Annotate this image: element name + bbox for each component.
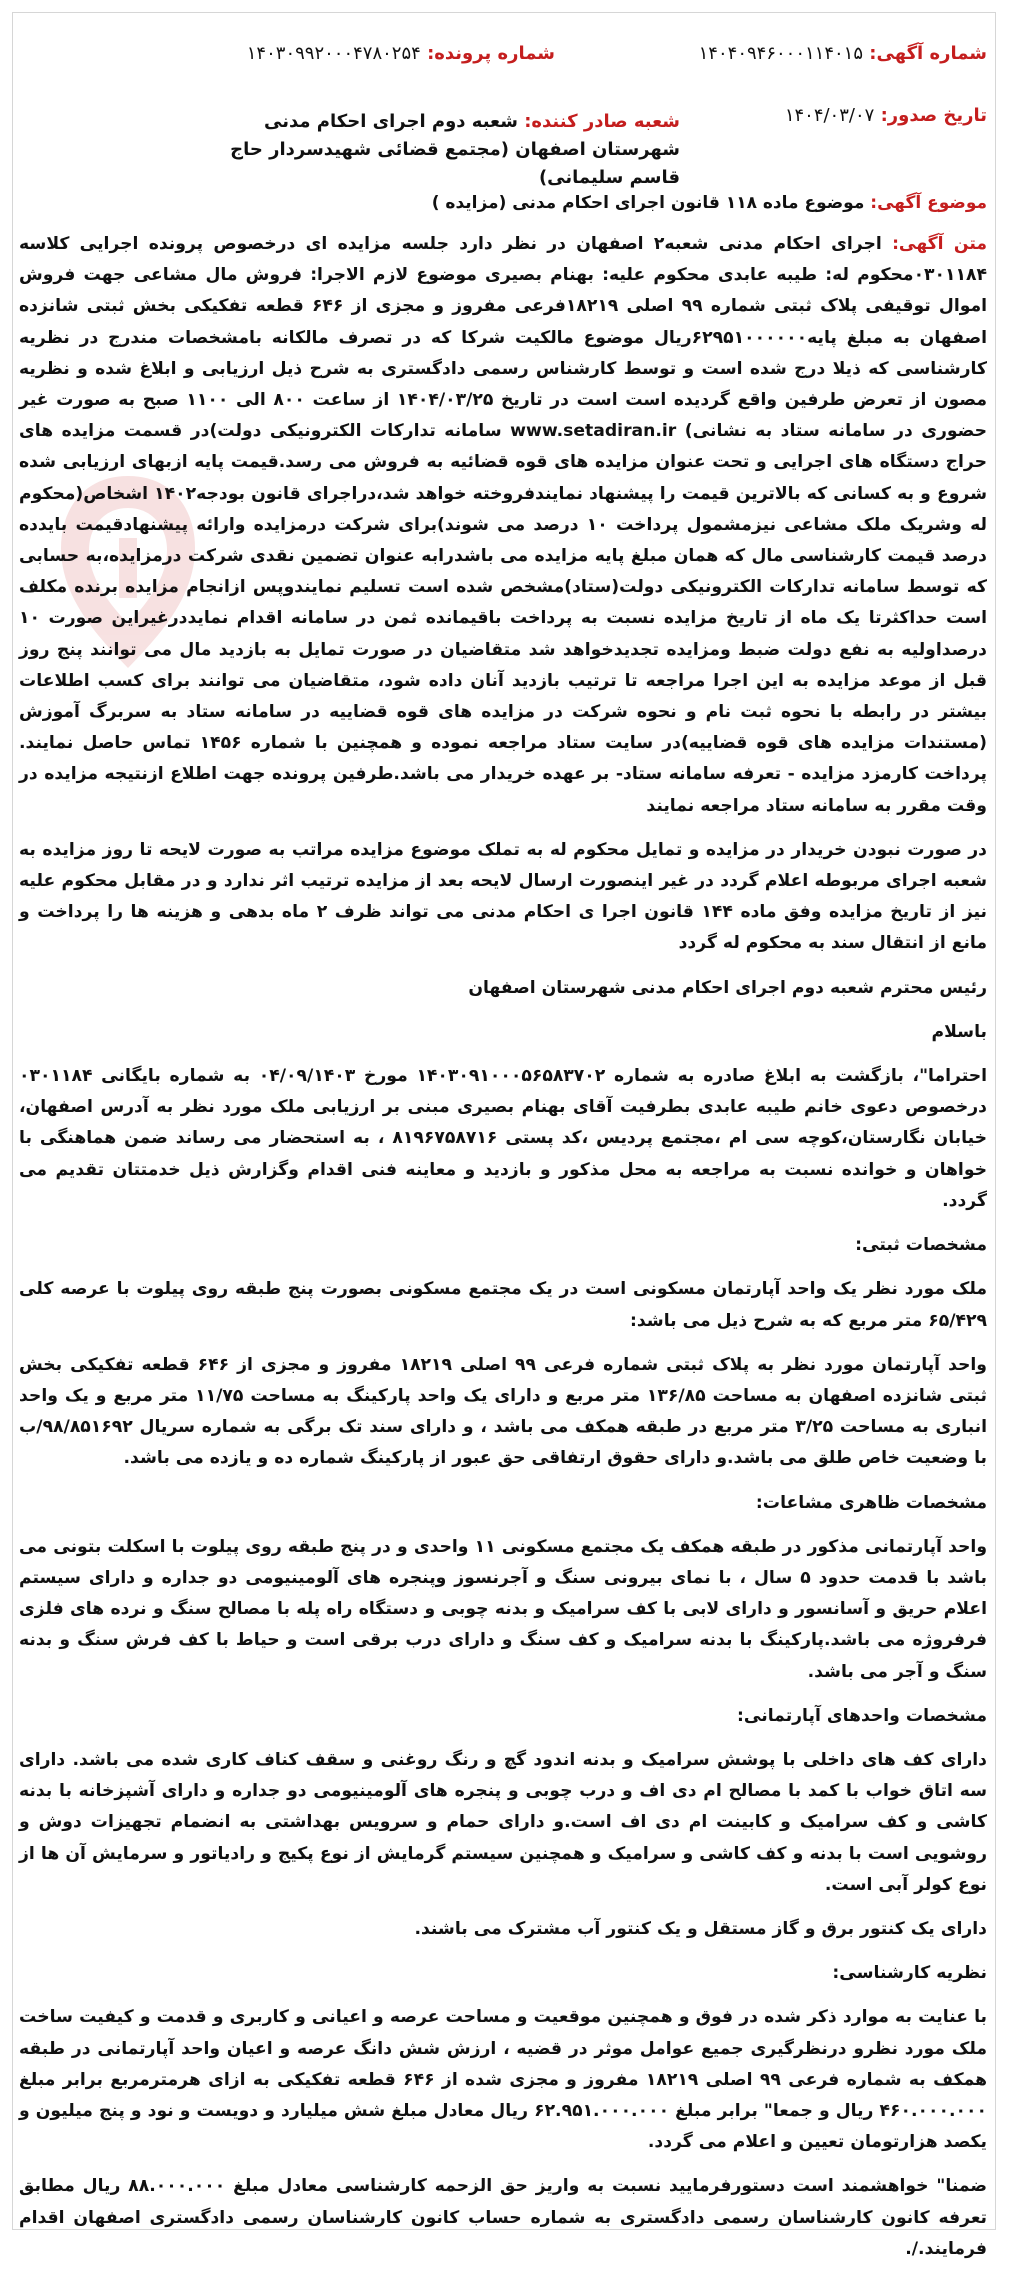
subject-text: موضوع ماده ۱۱۸ قانون اجرای احکام مدنی (مزایده ) bbox=[431, 193, 865, 213]
body-paragraph-no-buyer: در صورت نبودن خریدار در مزایده و تمایل محکوم له به تملک موضوع مزایده مراتب به صورت لایحه تا روز مزایده به شعبه اجرای مربوطه اعلام گردد در غیر اینصورت ارسال لایحه بعد از مزایده ترتیب اثر ندارد و در مقابل محکوم علیه نیز از تاریخ مزایده وفق ماده ۱۴۴ قانون اجرا ی احکام مدنی می تواند ظرف ۲ ماه بدهی و هزینه ها را پرداخت و مانع از انتقال سند به محکوم له گردد bbox=[19, 839, 987, 954]
exterior-paragraph: واحد آپارتمانی مذکور در طبقه همکف یک مجتمع مسکونی ۱۱ واحدی و در پنج طبقه روی پیلوت با اسکلت بتونی می باشد با قدمت حدود ۵ سال ، با نمای بیرونی سنگ و آجرنسوز وپنجره های آلومینیومی دو جداره و دارای سیستم اعلام حریق و آسانسور و دارای لابی با کف سرامیک و بدنه چوبی و دستگاه راه پله با مصالح سنگ و نرده های فلزی فرفروژه می باشد.پارکینگ با بدنه سرامیک و کف سنگ و دارای درب برقی است و حیاط با کف فرش سنگ و بدنه سنگ و آجر می باشد. bbox=[19, 1536, 988, 1682]
registration-paragraph-1: ملک مورد نظر یک واحد آپارتمان مسکونی است در یک مجتمع مسکونی بصورت پنج طبقه روی پیلوت با عرصه کلی ۶۵/۴۲۹ متر مربع که به شرح ذیل می باشد: bbox=[19, 1279, 987, 1331]
units-paragraph-2: دارای یک کنتور برق و گاز مستقل و یک کنتور آب مشترک می باشند. bbox=[414, 1918, 987, 1939]
opinion-paragraph-1: با عنایت به موارد ذکر شده در فوق و همچنین موقعیت و مساحت عرصه و اعیانی و کاربری و قدمت و کیفیت ساخت ملک مورد نظرو درنظرگیری جمیع عوامل موثر در قضیه ، ارزش شش دانگ عرصه و اعیان واحد آپارتمانی در طبقه همکف به شماره فرعی ۹۹ اصلی ۱۸۲۱۹ مفروز و مجزی شده از ۶۴۶ قطعه تفکیکی به ازای هرمترمربع برابر مبلغ ۴۶۰.۰۰۰.۰۰۰ ریال و جمعا" برابر مبلغ ۶۲.۹۵۱.۰۰۰.۰۰۰ ریال معادل مبلغ شش میلیارد و دویست و نود و پنج میلیون و یکصد هزارتومان تعیین و اعلام می گردد. bbox=[19, 2007, 988, 2153]
body-paragraph-report-intro: احتراما"، بازگشت به ابلاغ صادره به شماره ۱۴۰۳۰۹۱۰۰۰۵۶۵۸۳۷۰۲ مورخ ۰۴/۰۹/۱۴۰۳ به شماره بایگانی ۰۳۰۱۱۸۴ درخصوص دعوی خانم طیبه عابدی بطرفیت آقای بهنام بصیری مبنی بر ارزیابی ملک مورد نظر به آدرس اصفهان، خیابان نگارستان،کوچه سی ام ،مجتمع پردیس ،کد پستی ۸۱۹۶۷۵۸۷۱۶ ، به استحضار می رساند ضمن هماهنگی با خواهان و خوانده نسبت به مراجعه به محل مذکور و بازدید و معاینه فنی اقدام وگزارش ذیل خدمتتان تقدیم می گردد. bbox=[19, 1066, 988, 1211]
case-number-label: شماره پرونده: bbox=[427, 43, 555, 64]
case-number: ۱۴۰۳۰۹۹۲۰۰۰۴۷۸۰۲۵۴ bbox=[246, 43, 421, 64]
notice-body bbox=[19, 229, 987, 2278]
body-label: متن آگهی: bbox=[892, 234, 987, 254]
issue-date: ۱۴۰۴/۰۳/۰۷ bbox=[784, 105, 875, 126]
section-title-opinion: نظریه کارشناسی: bbox=[832, 1963, 987, 1984]
issue-date-label: تاریخ صدور: bbox=[880, 105, 987, 126]
body-paragraph-auction bbox=[19, 229, 987, 822]
ad-number-label: شماره آگهی: bbox=[869, 43, 987, 64]
section-title-registration: مشخصات ثبتی: bbox=[855, 1235, 987, 1256]
case-number-row bbox=[247, 43, 555, 64]
body-paragraph-greeting: باسلام bbox=[931, 1021, 987, 1042]
body-paragraph-addressee: رئیس محترم شعبه دوم اجرای احکام مدنی شهرستان اصفهان bbox=[468, 977, 987, 998]
subject-row bbox=[432, 193, 987, 213]
notice-header bbox=[13, 13, 995, 188]
issue-date-row bbox=[785, 105, 987, 126]
body-text-auction: اجرای احکام مدنی شعبه۲ اصفهان در نظر دارد جلسه مزایده ای درخصوص پرونده اجرایی کلاسه ۰۳۰۱۱۸۴محکوم له: طیبه عابدی محکوم علیه: بهنام بصیری موضوع لازم الاجرا: فروش مال مشاعی جهت فروش اموال توقیفی پلاک ثبتی شماره ۹۹ اصلی ۱۸۲۱۹فرعی مفروز و مجزی از ۶۴۶ قطعه تفکیکی بخش ثبتی شانزده اصفهان به مبلغ پایه۶۲۹۵۱۰۰۰۰۰۰ریال موضوع مالکیت شرکا که در تصرف مالکانه بامشخصات مندرج در نظریه کارشناسی که ذیلا درج شده است و توسط کارشناس رسمی دادگستری به شرح ذیل ارزیابی و ابلاغ شده و نظریه مصون از تعرض طرفین واقع گردیده است است در تاریخ ۱۴۰۴/۰۳/۲۵ از ساعت ۸۰۰ الی ۱۱۰۰ صبح به صورت غیر حضوری در سامانه ستاد به نشانی) www.setadiran.ir سامانه تدارکات الکترونیکی دولت)در قسمت مزایده های حراج دستگاه های اجرایی و تحت عنوان مزایده های قوه قضائیه به فروش می رسد.قیمت پایه ازبهای ارزیابی شده شروع و به کسانی که بالاترین قیمت را پیشنهاد نمایندفروخته خواهد شد،دراجرای قانون بودجه۱۴۰۲ اشخاص(محکوم له وشریک ملک مشاعی نیزمشمول پرداخت ۱۰ درصد می شوند)برای شرکت درمزایده وارائه پیشنهادقیمت بایدده درصد قیمت کارشناسی مال که همان مبلغ پایه مزایده می باشدرابه عنوان تضمین نقدی شرکت درمزایده،به حسابی که توسط سامانه تدارکات الکترونیکی دولت(ستاد)مشخص شده است تسلیم نمایندوپس ازانجام مزایده برنده مکلف است حداکثرتا یک ماه از تاریخ مزایده نسبت به پرداخت باقیمانده ثمن در سامانه اقدام نمایددرغیراین صورت ۱۰ درصداولیه به نفع دولت ضبط ومزایده تجدیدخواهد شد متقاضیان در صورت تمایل به بازدید مال می توانند پنج روز قبل از موعد مزایده به این اجرا مراجعه تا ترتیب بازدید آنان داده شود، متقاضیان می توانند برای کسب اطلاعات بیشتر در رابطه با نحوه ثبت نام و نحوه شرکت در مزایده های قوه قضاییه در سامانه ستاد به سربرگ آموزش (مستندات مزایده های قوه قضاییه)در سایت ستاد مراجعه نموده و همچنین با شماره ۱۴۵۶ تماس حاصل نمایند. پرداخت کارمزد مزایده - تعرفه سامانه ستاد- بر عهده خریدار می باشد.طرفین پرونده جهت اطلاع ازنتیجه مزایده در وقت مقرر به سامانه ستاد مراجعه نمایند bbox=[19, 234, 988, 816]
ad-number-row bbox=[699, 43, 987, 64]
subject-label: موضوع آگهی: bbox=[870, 193, 987, 213]
issuer-label: شعبه صادر کننده: bbox=[524, 111, 680, 132]
units-paragraph-1: دارای کف های داخلی با پوشش سرامیک و بدنه اندود گچ و رنگ روغنی و سقف کناف کاری شده می باشد. دارای سه اتاق خواب با کمد با مصالح ام دی اف و درب چوبی و پنجره های آلومینیومی دو جداره و دارای آشپزخانه با بدنه کاشی و کف سرامیک و کابینت ام دی اف است.و دارای حمام و سرویس بهداشتی به انضمام تجهیزات دوش و روشویی است با بدنه و کف کاشی و سرامیک و همچنین سیستم گرمایش از نوع پکیج و رادیاتور و سرمایش آن ها از نوع کولر آبی است. bbox=[19, 1749, 987, 1895]
opinion-paragraph-2: ضمنا" خواهشمند است دستورفرمایید نسبت به واریز حق الزحمه کارشناسی معادل مبلغ ۸۸.۰۰۰.۰۰۰ ریال مطابق تعرفه کانون کارشناسان رسمی دادگستری به شماره حساب کانون کارشناسان رسمی دادگستری اصفهان اقدام فرمایند./. bbox=[19, 2176, 987, 2259]
notice-document bbox=[12, 12, 996, 2259]
issuer-row bbox=[230, 108, 680, 192]
issuer-name: شعبه دوم اجرای احکام مدنی شهرستان اصفهان (مجتمع قضائی شهیدسردار حاج قاسم سلیمانی) bbox=[230, 111, 680, 188]
section-title-units: مشخصات واحدهای آپارتمانی: bbox=[737, 1705, 987, 1726]
ad-number: ۱۴۰۴۰۹۴۶۰۰۰۱۱۴۰۱۵ bbox=[698, 43, 863, 64]
registration-paragraph-2: واحد آپارتمان مورد نظر به پلاک ثبتی شماره فرعی ۹۹ اصلی ۱۸۲۱۹ مفروز و مجزی از ۶۴۶ قطعه تفکیکی بخش ثبتی شانزده اصفهان به مساحت ۱۳۶/۸۵ متر مربع و دارای یک واحد پارکینگ به مساحت ۱۱/۷۵ متر مربع و یک واحد انباری به مساحت ۳/۲۵ متر مربع در طبقه همکف می باشد ، و دارای سند تک برگی به شماره سریال ۹۸/۸۵۱۶۹۲/ب با وضعیت خاص طلق می باشد.و دارای حقوق ارتفاقی حق عبور از پارکینگ شماره ده و یازده می باشد. bbox=[19, 1354, 988, 1469]
section-title-exterior: مشخصات ظاهری مشاعات: bbox=[755, 1492, 987, 1513]
